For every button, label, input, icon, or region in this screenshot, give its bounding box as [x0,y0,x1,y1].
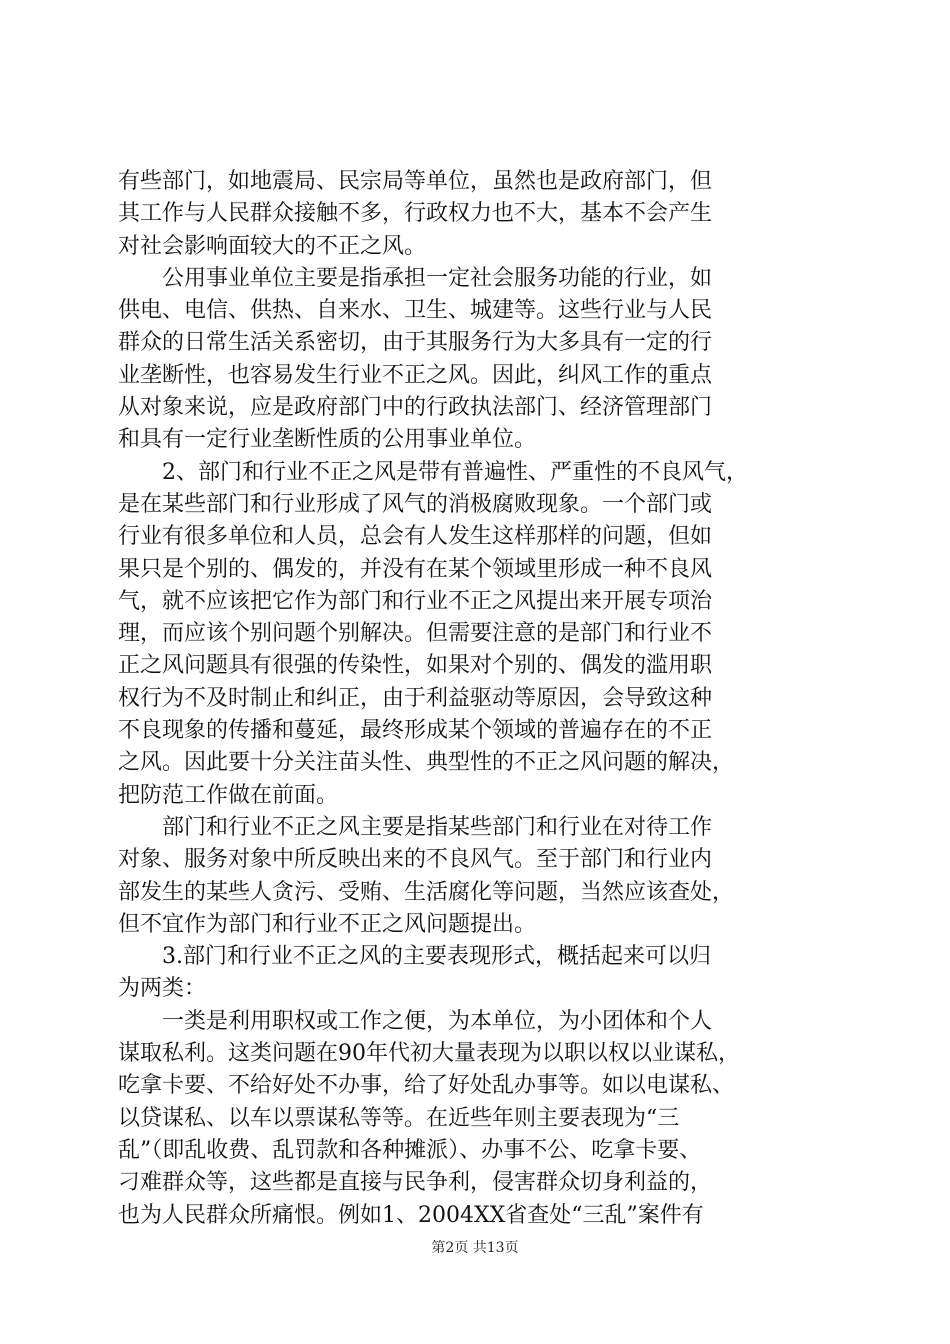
text-line: 公用事业单位主要是指承担一定社会服务功能的行业，如 [118,265,713,291]
text-line: 从对象来说，应是政府部门中的行政执法部门、经济管理部门 [118,395,713,421]
text-line: 和具有一定行业垄断性质的公用事业单位。 [118,427,537,453]
text-line: 一类是利用职权或工作之便，为本单位，为小团体和个人 [118,1008,713,1034]
text-line: 不良现象的传播和蔓延，最终形成某个领域的普遍存在的不正 [118,718,713,744]
text-line: 部发生的某些人贪污、受贿、生活腐化等问题，当然应该查处， [118,879,735,905]
text-line: 气，就不应该把它作为部门和行业不正之风提出来开展专项治 [118,588,713,614]
page-number-footer: 第2页 共13页 [431,1240,519,1256]
text-line: 群众的日常生活关系密切，由于其服务行为大多具有一定的行 [118,330,713,356]
text-line: 对象、服务对象中所反映出来的不良风气。至于部门和行业内 [118,847,713,873]
text-line: 行业有很多单位和人员，总会有人发生这样那样的问题，但如 [118,524,713,550]
text-line: 谋取私利。这类问题在90年代初大量表现为以职以权以业谋私， [118,1041,740,1067]
text-line: 为两类： [118,976,207,1002]
text-line: 供电、电信、供热、自来水、卫生、城建等。这些行业与人民 [118,298,713,324]
text-line: 部门和行业不正之风主要是指某些部门和行业在对待工作 [118,814,713,840]
text-line: 正之风问题具有很强的传染性，如果对个别的、偶发的滥用职 [118,653,713,679]
text-line: 权行为不及时制止和纠正，由于利益驱动等原因，会导致这种 [118,685,713,711]
text-line: 乱”（即乱收费、乱罚款和各种摊派）、办事不公、吃拿卡要、 [118,1137,702,1163]
text-line: 对社会影响面较大的不正之风。 [118,233,427,259]
text-line: 3.部门和行业不正之风的主要表现形式，概括起来可以归 [118,944,711,970]
text-line: 之风。因此要十分关注苗头性、典型性的不正之风问题的解决， [118,750,735,776]
text-line: 其工作与人民群众接触不多，行政权力也不大，基本不会产生 [118,201,713,227]
text-line: 有些部门，如地震局、民宗局等单位，虽然也是政府部门，但 [118,169,713,194]
text-line: 刁难群众等，这些都是直接与民争利，侵害群众切身利益的， [118,1170,713,1196]
text-line: 业垄断性，也容易发生行业不正之风。因此，纠风工作的重点 [118,362,713,388]
text-line: 把防范工作做在前面。 [118,782,339,808]
text-line: 是在某些部门和行业形成了风气的消极腐败现象。一个部门或 [118,491,713,517]
text-line: 理，而应该个别问题个别解决。但需要注意的是部门和行业不 [118,621,713,647]
text-line: 果只是个别的、偶发的，并没有在某个领域里形成一种不良风 [118,556,713,582]
text-line: 以贷谋私、以车以票谋私等等。在近些年则主要表现为“三 [118,1105,680,1131]
text-line: 吃拿卡要、不给好处不办事，给了好处乱办事等。如以电谋私、 [118,1073,735,1099]
text-line: 但不宜作为部门和行业不正之风问题提出。 [118,911,537,937]
text-line: 也为人民群众所痛恨。例如1、2004XX省查处“三乱”案件有 [118,1202,704,1228]
text-line: 2、部门和行业不正之风是带有普遍性、严重性的不良风气， [118,459,748,485]
document-body [118,166,836,1232]
